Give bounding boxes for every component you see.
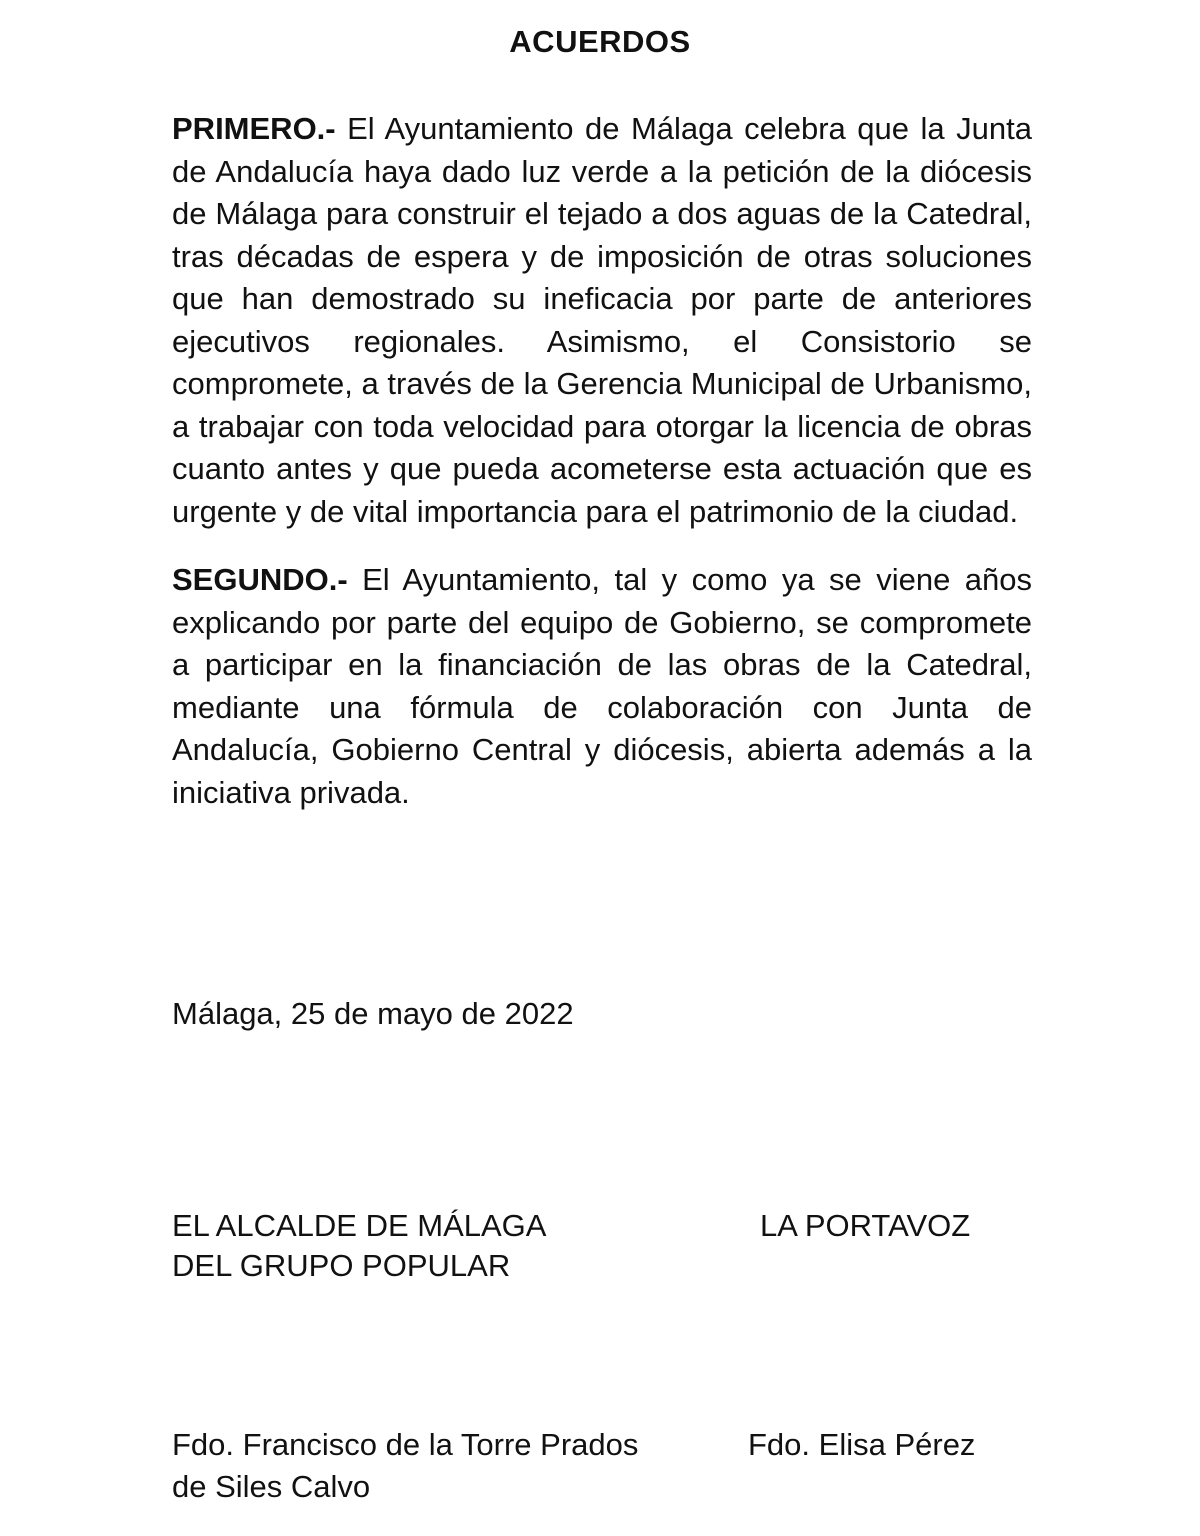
paragraph-segundo [172, 559, 1032, 814]
document-body [172, 108, 1032, 814]
paragraph-segundo-text: El Ayuntamiento, tal y como ya se viene años explicando por parte del equipo de Gobierno, se compromete a participar en la financiación de las obras de la Catedral, mediante una fórmula de colaboración con Junta de Andalucía, Gobierno Central y diócesis, abierta además a la iniciativa privada. [172, 562, 1032, 810]
signature-title-left-line-1: EL ALCALDE DE MÁLAGA [172, 1208, 547, 1243]
paragraph-segundo-lead: SEGUNDO.- [172, 562, 348, 597]
signature-names-row [172, 1424, 1052, 1504]
signature-name-right: Fdo. Elisa Pérez [748, 1427, 976, 1462]
signature-title-left-line-2: DEL GRUPO POPULAR [172, 1248, 511, 1283]
signature-names-block [172, 1424, 1052, 1524]
signature-name-left-continuation: de Siles Calvo [172, 1469, 371, 1504]
signature-title-right-line-1: LA PORTAVOZ [760, 1208, 971, 1243]
paragraph-primero [172, 108, 1032, 533]
place-and-date: Málaga, 25 de mayo de 2022 [172, 996, 574, 1031]
signature-title-left [172, 1206, 546, 1286]
paragraph-primero-lead: PRIMERO.- [172, 111, 336, 146]
signature-title-right [760, 1206, 970, 1246]
paragraph-primero-text: El Ayuntamiento de Málaga celebra que la Junta de Andalucía haya dado luz verde a la petición de la diócesis de Málaga para construir el tejado a dos aguas de la Catedral, tras décadas de espera y de imposición de otras soluciones que han demostrado su ineficacia por parte de anteriores ejecutivos regionales. Asimismo, el Consistorio se compromete, a través de la Gerencia Municipal de Urbanismo, a trabajar con toda velocidad para otorgar la licencia de obras cuanto antes y que pueda acometerse esta actuación que es urgente y de vital importancia para el patrimonio de la ciudad. [172, 111, 1032, 529]
signature-titles-block [172, 1206, 1032, 1302]
signature-name-left: Fdo. Francisco de la Torre Prados [172, 1427, 639, 1462]
page-title: ACUERDOS [509, 24, 691, 59]
